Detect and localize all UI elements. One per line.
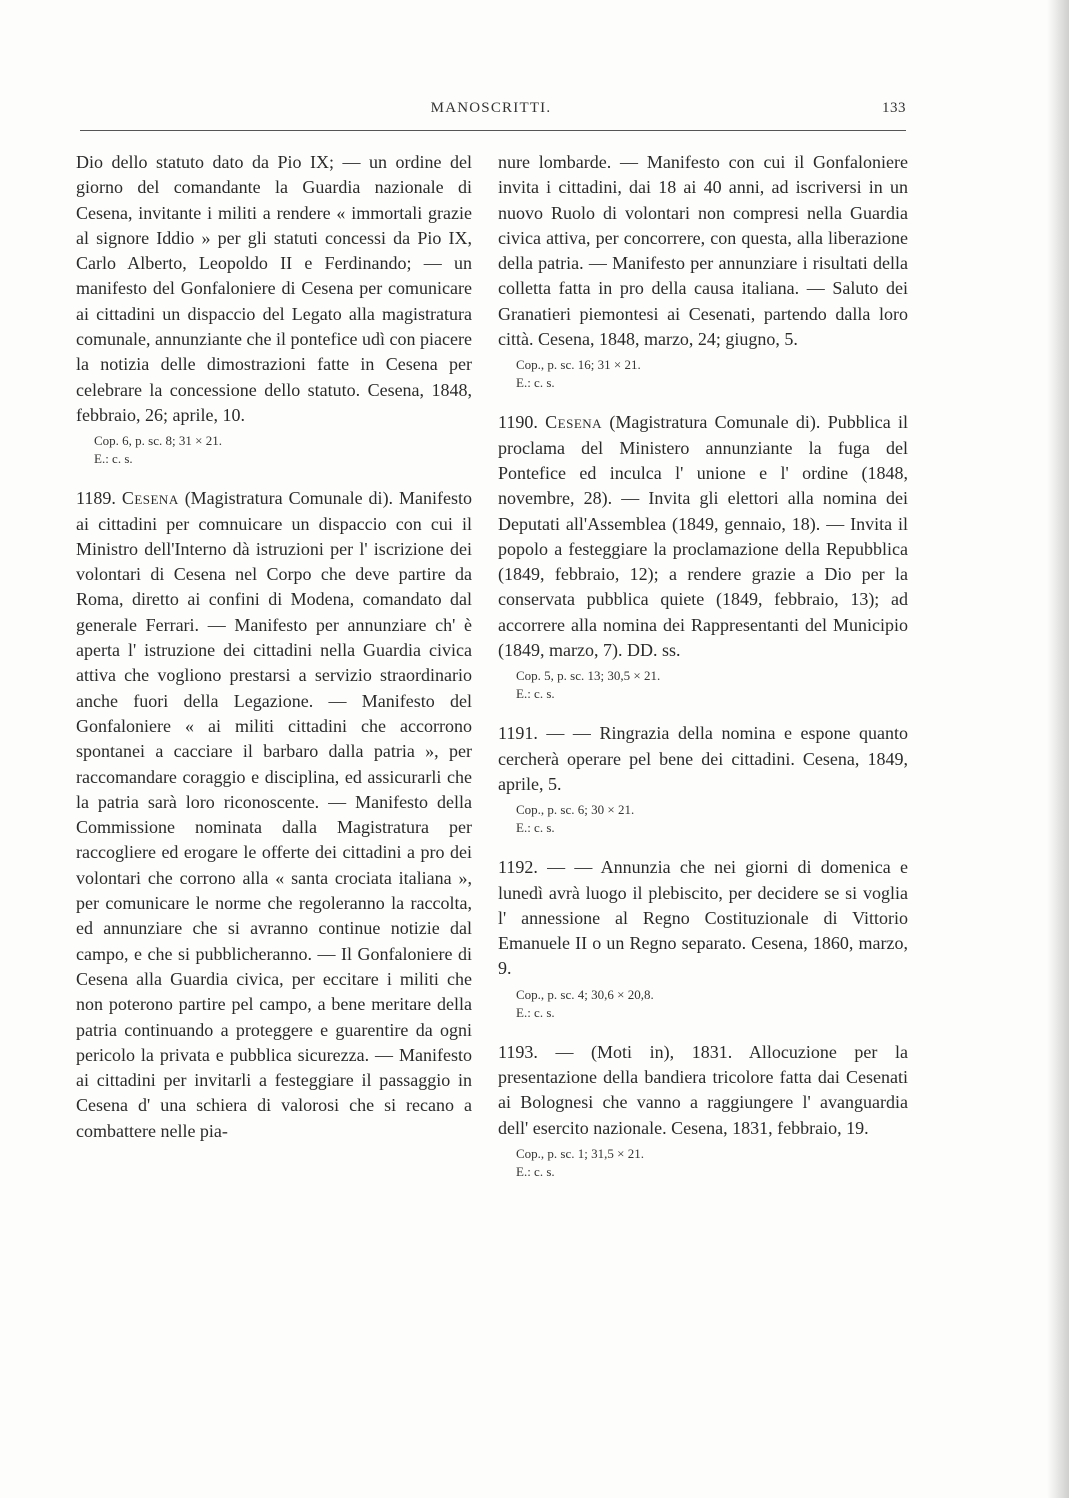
meta-line: E.: c. s.: [516, 686, 555, 702]
entry-meta: [516, 801, 908, 837]
entry-1190: [498, 410, 908, 663]
entry-heading: — —: [547, 857, 593, 878]
right-column: [498, 150, 908, 1181]
meta-line: Cop. 6, p. sc. 8; 31 × 21.: [94, 433, 222, 449]
meta-line: Cop. 5, p. sc. 13; 30,5 × 21.: [516, 668, 661, 684]
meta-line: Cop., p. sc. 16; 31 × 21.: [516, 357, 641, 373]
entry-heading: (Magistratura Comunale di).: [184, 488, 394, 509]
running-header: [76, 100, 906, 124]
entry-1189: [76, 486, 472, 1144]
entry-place: Cesena: [121, 488, 179, 509]
meta-line: Cop., p. sc. 4; 30,6 × 20,8.: [516, 986, 654, 1002]
entry-place: Cesena: [545, 412, 603, 433]
continuation-text: nure lombarde. — Manifesto con cui il Gonfaloniere invita i cittadini, dai 18 ai 40 anni, ad iscriversi in un nuovo Ruolo di volontari non compresi nella Guardia civica attiva, per concorrere, con questa, alla liberazione della patria. — Manifesto per annunziare i risultati della colletta fatta in pro della causa italiana. — Saluto dei Granatieri piemontesi ai Cesenati, partendo dalla loro città. Cesena, 1848, marzo, 24; giugno, 5.: [498, 152, 908, 350]
entry-number: 1192.: [498, 857, 538, 878]
entry-heading: (Magistratura Comunale di).: [609, 412, 821, 433]
meta-line: E.: c. s.: [516, 820, 555, 836]
entry-1192: [498, 855, 908, 981]
page-edge-shadow: [1047, 0, 1069, 1498]
header-rule: [80, 130, 906, 131]
meta-line: E.: c. s.: [94, 451, 133, 467]
meta-line: Cop., p. sc. 1; 31,5 × 21.: [516, 1145, 644, 1161]
entry-number: 1193.: [498, 1041, 538, 1062]
meta-line: E.: c. s.: [516, 1004, 555, 1020]
meta-line: Cop., p. sc. 6; 30 × 21.: [516, 802, 635, 818]
entry-text: Allocuzione per la presentazione della bandiera tricolore fatta dai Cesenati ai Bolognesi che vanno a raggiungere l' avanguardia dell' esercito nazionale. Cesena, 1831, febbraio, 19.: [498, 1041, 908, 1138]
entry-text: Pubblica il proclama del Ministero annunziante la fuga del Pontefice ed inculca l' unione e l' ordine (1848, novembre, 28). — Invita gli elettori alla nomina dei Deputati all'Assemblea (1849, gennaio, 18). — Invita il popolo a festeggiare la proclamazione della Repubblica (1849, febbraio, 12); a rendere grazie a Dio per la conservata pubblica quiete (1849, febbraio, 13); ad accorrere alla nomina dei Rappresentanti del Municipio (1849, marzo, 7). DD. ss.: [498, 412, 909, 661]
meta-line: E.: c. s.: [516, 375, 555, 391]
continuation-text: Dio dello statuto dato da Pio IX; — un ordine del giorno del comandante la Guardia nazionale di Cesena, invitante i militi a rendere « immortali grazie al signore Iddio » per gli statuti concessi da Pio IX, Carlo Alberto, Leopoldo II e Ferdinando; — un manifesto del Gonfaloniere di Cesena per comunicare ai cittadini un dispaccio del Legato alla magistratura comunale, annunziante che il pontefice udì con piacere la notizia delle dimostrazioni fatte in Cesena per celebrare la concessione dello statuto. Cesena, 1848, febbraio, 26; aprile, 10.: [76, 152, 472, 425]
entry-meta: [516, 1145, 908, 1181]
continuation-meta: [516, 356, 908, 392]
entry-text: Ringrazia della nomina e espone quanto cercherà operare pel bene dei cittadini. Cesena, 1849, aprile, 5.: [498, 723, 908, 794]
meta-line: E.: c. s.: [516, 1163, 555, 1179]
entry-number: 1190.: [498, 412, 538, 433]
entry-1193: [498, 1040, 908, 1141]
entry-text: Manifesto ai cittadini per comnuicare un dispaccio con cui il Ministro dell'Interno dà istruzioni per l' iscrizione dei volontari di Cesena nel Corpo che deve partire da Roma, diretto ai confini di Modena, comandato dal generale Ferrari. — Manifesto per annunziare ch' è aperta l' istruzione dei cittadini nella Guardia civica attiva che vogliono prestarsi a servizio straordinario anche fuori della Legazione. — Manifesto del Gonfaloniere « ai militi cittadini che accorrono spontanei a cacciare il barbaro dalla patria », per raccomandare coraggio e disciplina, ed assicurarli che la patria sarà loro riconoscente. — Manifesto della Commissione nominata dalla Magistratura per raccogliere ed erogare le offerte dei cittadini a pro dei volontari che corrono alla « santa crociata italiana », per comunicare le norme che regoleranno la raccolta, ed annunziare che si avranno continue notizie dal campo, e che si pubblicheranno. — Il Gonfaloniere di Cesena alla Guardia civica, per eccitare i militi che non poterono partire pel campo, a bene meritare della patria continuando a proteggere e guarentire da ogni pericolo la privata e pubblica sicurezza. — Manifesto ai cittadini per invitarli a festeggiare il passaggio in Cesena d' una schiera di valorosi che si recano a combattere nelle pia-: [76, 488, 473, 1141]
entry-meta: [516, 667, 908, 703]
entry-meta: [516, 986, 908, 1022]
left-column: [76, 150, 472, 1144]
continuation-meta: [94, 432, 472, 468]
entry-number: 1191.: [498, 723, 538, 744]
entry-heading: — (Moti in), 1831.: [555, 1041, 733, 1062]
entry-text: Annunzia che nei giorni di domenica e lunedì avrà luogo il plebiscito, per decidere se si voglia l' annessione al Regno Costituzionale di Vittorio Emanuele II o un Regno separato. Cesena, 1860, marzo, 9.: [498, 857, 909, 979]
entry-heading: — —: [546, 723, 591, 744]
running-title: MANOSCRITTI.: [430, 100, 552, 116]
entry-number: 1189.: [76, 488, 116, 509]
entry-1191: [498, 721, 908, 797]
page-number: 133: [882, 100, 906, 116]
